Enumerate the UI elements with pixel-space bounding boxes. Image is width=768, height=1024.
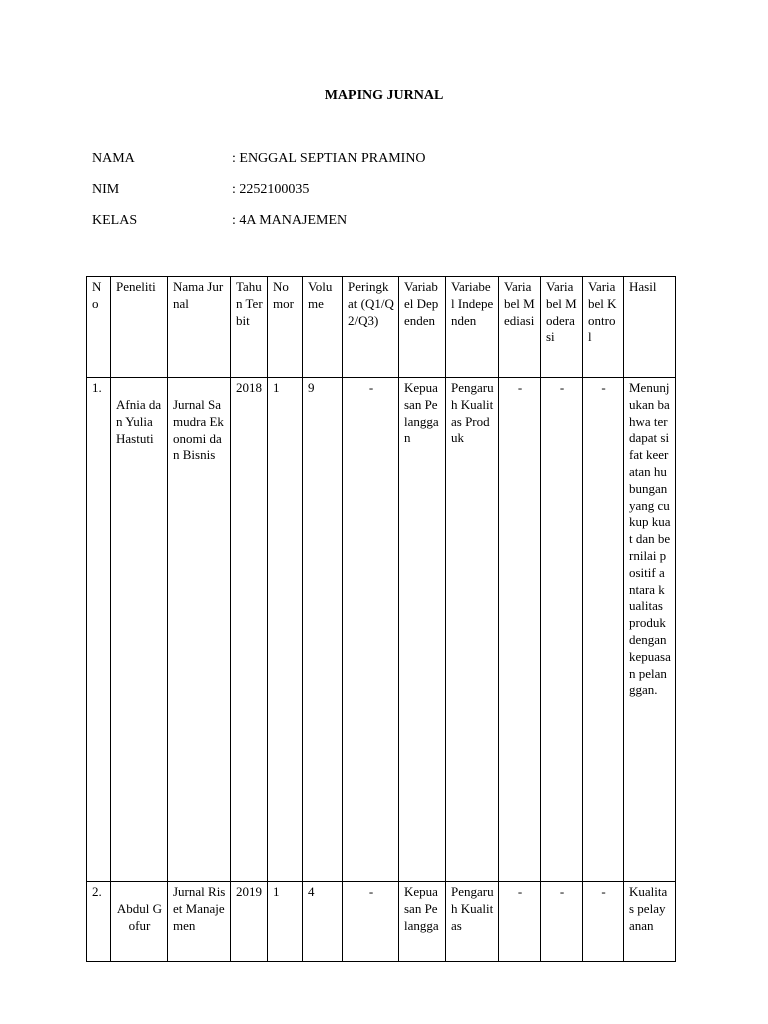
table-cell: 1 <box>268 378 303 882</box>
table-cell: - <box>541 882 583 962</box>
header-cell: Variabel Independen <box>446 277 499 378</box>
table-cell: Jurnal Riset Manajemen <box>168 882 231 962</box>
table-cell: - <box>499 378 541 882</box>
table-cell: - <box>343 378 399 882</box>
table-cell: 2018 <box>231 378 268 882</box>
journal-mapping-table <box>86 276 676 962</box>
header-cell: Variabel Dependen <box>399 277 446 378</box>
header-cell: Nama Jurnal <box>168 277 231 378</box>
header-cell: No <box>87 277 111 378</box>
table-cell: Menunjukan bahwa terdapat sifat keeratan hubungan yang cukup kuat dan bernilai positif antara kualitas produk dengan kepuasan pelanggan. <box>624 378 676 882</box>
table-cell: 1. <box>87 378 111 882</box>
table-cell: Abdul Gofur <box>111 882 168 962</box>
info-label: NAMA <box>92 151 135 166</box>
info-value: : 2252100035 <box>232 182 310 197</box>
header-cell: Volume <box>303 277 343 378</box>
info-value: : 4A MANAJEMEN <box>232 213 348 228</box>
table-row <box>87 882 676 962</box>
table-cell: Kualitas pelayanan <box>624 882 676 962</box>
table-cell: 4 <box>303 882 343 962</box>
table-cell: 2019 <box>231 882 268 962</box>
table-header-row <box>87 277 676 378</box>
info-row-nim <box>92 182 309 198</box>
header-cell: Variabel Moderasi <box>541 277 583 378</box>
table-cell: - <box>499 882 541 962</box>
document-title: MAPING JURNAL <box>324 88 444 103</box>
table-cell: 2. <box>87 882 111 962</box>
header-cell: Tahun Terbit <box>231 277 268 378</box>
header-cell: Variabel Mediasi <box>499 277 541 378</box>
header-cell: Peringkat (Q1/Q2/Q3) <box>343 277 399 378</box>
header-cell: Hasil <box>624 277 676 378</box>
info-label: NIM <box>92 182 120 197</box>
header-cell: Peneliti <box>111 277 168 378</box>
header-cell: Variabel Kontrol <box>583 277 624 378</box>
table-cell: Pengaruh Kualitas <box>446 882 499 962</box>
info-row-kelas <box>92 213 347 229</box>
header-cell: Nomor <box>268 277 303 378</box>
table-cell: Kepuasan Pelanggan <box>399 378 446 882</box>
info-label: KELAS <box>92 213 138 228</box>
table-cell: 9 <box>303 378 343 882</box>
table-cell: Pengaruh Kualitas Produk <box>446 378 499 882</box>
table-cell: 1 <box>268 882 303 962</box>
table-cell: Afnia dan Yulia Hastuti <box>111 378 168 882</box>
table-row <box>87 378 676 882</box>
table-cell: - <box>343 882 399 962</box>
info-value: : ENGGAL SEPTIAN PRAMINO <box>232 151 426 166</box>
table-cell: Jurnal Samudra Ekonomi dan Bisnis <box>168 378 231 882</box>
table-cell: Kepuasan Pelangga <box>399 882 446 962</box>
table-cell: - <box>541 378 583 882</box>
info-row-nama <box>92 151 426 167</box>
table-cell: - <box>583 882 624 962</box>
table-cell: - <box>583 378 624 882</box>
